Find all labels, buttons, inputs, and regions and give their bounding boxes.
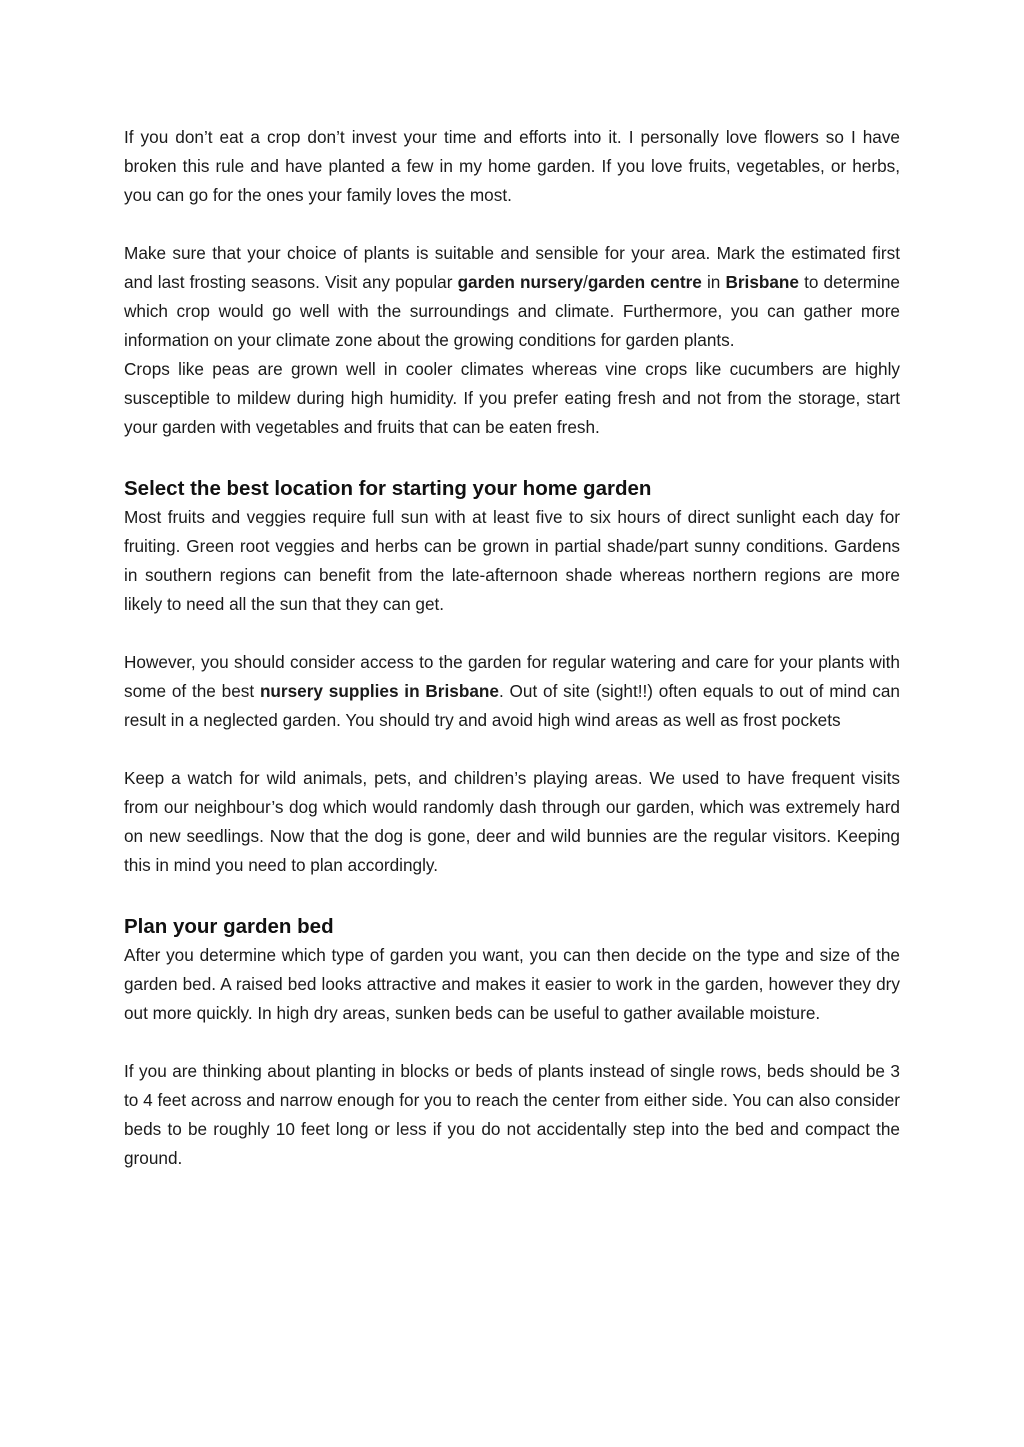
document-page (124, 123, 900, 1173)
paragraph-animals: Keep a watch for wild animals, pets, and children’s playing areas. We used to have frequent visits from our neighbour’s dog which would randomly dash through our garden, which was extremely hard on new seedlings. Now that the dog is gone, deer and wild bunnies are the regular visitors. Keeping this in mind you need to plan accordingly. (124, 768, 900, 875)
paragraph-bed-size: If you are thinking about planting in blocks or beds of plants instead of single rows, beds should be 3 to 4 feet across and narrow enough for you to reach the center from either side. You can also consider beds to be roughly 10 feet long or less if you do not accidentally step into the bed and compact the ground. (124, 1061, 900, 1168)
paragraph-plant-suitability (124, 239, 900, 355)
slash-separator: / (583, 272, 588, 292)
heading-plan-garden-bed: Plan your garden bed (124, 915, 334, 938)
paragraph-sunlight: Most fruits and veggies require full sun with at least five to six hours of direct sunlight each day for fruiting. Green root veggies and herbs can be grown in partial shade/part sunny conditions. Gardens in southern regions can benefit from the late-afternoon shade whereas northern regions are more likely to need all the sun that they can get. (124, 507, 900, 614)
paragraph-garden-bed-type: After you determine which type of garden you want, you can then decide on the type and size of the garden bed. A raised bed looks attractive and makes it easier to work in the garden, however they dry out more quickly. In high dry areas, sunken beds can be useful to gather available moisture. (124, 945, 900, 1023)
bold-garden-nursery: garden nursery (457, 272, 584, 292)
paragraph-text: to determine which crop would go well with the surroundings and climate. Furthermore, you can gather more information on your climate zone about the growing conditions for garden plants. (124, 272, 900, 350)
paragraph-text: However, you should consider access to the garden for regular watering and care for your plants with some of the best (124, 652, 900, 701)
paragraph-text: Make sure that your choice of plants is suitable and sensible for your area. Mark the estimated first and last frosting seasons. Visit any popular (124, 243, 900, 292)
paragraph-crop-choice: If you don’t eat a crop don’t invest your time and efforts into it. I personally love flowers so I have broken this rule and have planted a few in my home garden. If you love fruits, vegetables, or herbs, you can go for the ones your family loves the most. (124, 127, 900, 205)
paragraph-text: . Out of site (sight!!) often equals to out of mind can result in a neglected garden. You should try and avoid high wind areas as well as frost pockets (124, 681, 900, 730)
heading-select-location: Select the best location for starting your home garden (124, 477, 652, 500)
paragraph-access (124, 648, 900, 735)
paragraph-text: in (701, 272, 726, 292)
bold-garden-centre: garden centre (587, 272, 702, 292)
bold-nursery-supplies: nursery supplies in Brisbane (259, 681, 499, 701)
bold-brisbane: Brisbane (725, 272, 799, 292)
paragraph-climate-crops: Crops like peas are grown well in cooler climates whereas vine crops like cucumbers are highly susceptible to mildew during high humidity. If you prefer eating fresh and not from the storage, start your garden with vegetables and fruits that can be eaten fresh. (124, 359, 900, 437)
